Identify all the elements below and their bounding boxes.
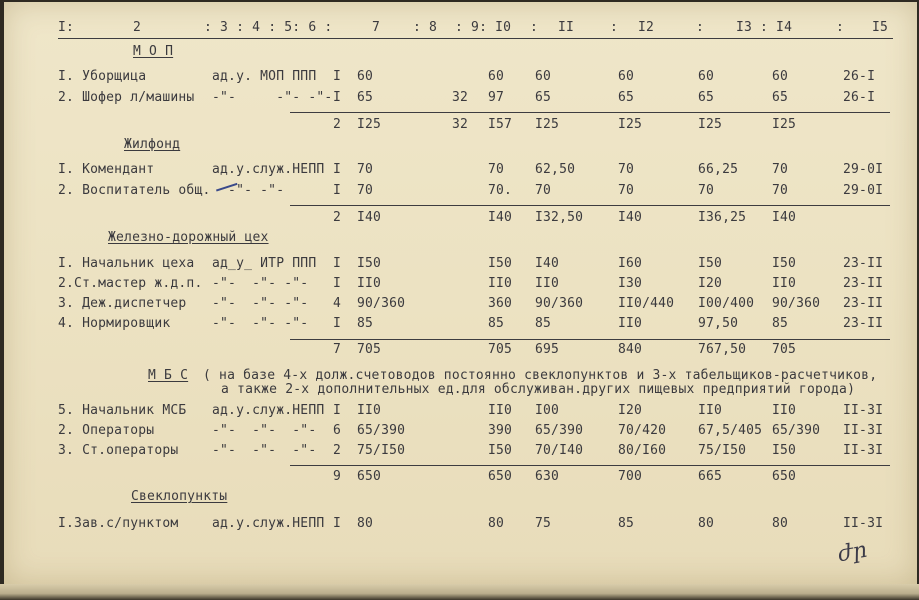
row-title: 2. Операторы xyxy=(58,423,155,438)
row-c13: I20 xyxy=(698,276,723,291)
total-c13: I25 xyxy=(698,117,723,132)
page-edge xyxy=(0,584,919,600)
total-c13: 767,50 xyxy=(698,342,747,357)
row-c12: 70 xyxy=(618,162,635,177)
row-c13: I50 xyxy=(698,256,723,271)
row-c15: II-3I xyxy=(843,403,884,418)
row-c12: 80/I60 xyxy=(618,443,667,458)
row-title: I. Уборщица xyxy=(58,69,147,84)
row-c11: 85 xyxy=(535,316,552,331)
total-c7: 650 xyxy=(357,469,382,484)
header-cell: : xyxy=(610,20,619,35)
row-c13: II0 xyxy=(698,403,723,418)
header-cell: I5 xyxy=(872,20,889,35)
row-c6: I xyxy=(333,69,342,84)
row-c11: 90/360 xyxy=(535,296,584,311)
row-c6: 2 xyxy=(333,443,342,458)
row-c11: 62,50 xyxy=(535,162,576,177)
row-c12: II0 xyxy=(618,316,643,331)
row-c7: 70 xyxy=(357,162,374,177)
row-title: 2. Шофер л/машины xyxy=(58,90,195,105)
row-c15: 23-II xyxy=(843,256,884,271)
section-title: М О П xyxy=(133,44,174,59)
header-cell: II xyxy=(558,20,575,35)
header-rule xyxy=(58,38,893,39)
total-c11: I32,50 xyxy=(535,210,584,225)
header-cell: : 9: I0 xyxy=(455,20,512,35)
row-c6: I xyxy=(333,162,342,177)
row-c6: I xyxy=(333,90,342,105)
row-c6: 6 xyxy=(333,423,342,438)
row-c11: I40 xyxy=(535,256,560,271)
row-c12: I30 xyxy=(618,276,643,291)
header-cell: I3 xyxy=(736,20,753,35)
row-c9: II0 xyxy=(488,276,513,291)
row-c6: I xyxy=(333,516,342,531)
header-cell: I2 xyxy=(638,20,655,35)
row-c15: 23-II xyxy=(843,296,884,311)
row-c9: 70. xyxy=(488,183,513,198)
section-title: Свеклопункты xyxy=(131,489,228,504)
row-c15: 26-I xyxy=(843,90,876,105)
row-unit: -"- -"- -"- xyxy=(212,316,309,331)
row-c11: 65/390 xyxy=(535,423,584,438)
total-c6: 2 xyxy=(333,117,342,132)
row-unit: -"- -"- -"- xyxy=(212,276,309,291)
row-c13: 97,50 xyxy=(698,316,739,331)
total-c11: 695 xyxy=(535,342,560,357)
total-c14: 650 xyxy=(772,469,797,484)
row-c14: II0 xyxy=(772,403,797,418)
row-c7: 75/I50 xyxy=(357,443,406,458)
row-c12: 70 xyxy=(618,183,635,198)
row-unit: -"- -"- -"- xyxy=(212,423,317,438)
total-c6: 9 xyxy=(333,469,342,484)
row-c14: 85 xyxy=(772,316,789,331)
row-c15: II-3I xyxy=(843,423,884,438)
total-rule xyxy=(290,112,890,113)
row-c12: I20 xyxy=(618,403,643,418)
row-c11: 60 xyxy=(535,69,552,84)
row-c6: I xyxy=(333,316,342,331)
row-unit: -"- -"- -"- xyxy=(212,90,333,105)
total-c11: I25 xyxy=(535,117,560,132)
row-unit: ад.у.служ.НЕПП xyxy=(212,516,325,531)
total-c7: I25 xyxy=(357,117,382,132)
row-title: 2. Воспитатель общ. xyxy=(58,183,211,198)
row-c13: 66,25 xyxy=(698,162,739,177)
total-c13: I36,25 xyxy=(698,210,747,225)
row-unit: ад.у.служ.НЕПП xyxy=(212,162,325,177)
row-c13: I00/400 xyxy=(698,296,755,311)
row-c9: I50 xyxy=(488,256,513,271)
row-unit: ад.у.служ.НЕПП xyxy=(212,403,325,418)
total-c9: 650 xyxy=(488,469,513,484)
row-c12: 85 xyxy=(618,516,635,531)
row-c7: 65/390 xyxy=(357,423,406,438)
row-c9: 70 xyxy=(488,162,505,177)
row-c14: 90/360 xyxy=(772,296,821,311)
row-c12: 70/420 xyxy=(618,423,667,438)
row-c15: II-3I xyxy=(843,516,884,531)
total-c14: I25 xyxy=(772,117,797,132)
row-title: 3. Деж.диспетчер xyxy=(58,296,187,311)
total-c12: I40 xyxy=(618,210,643,225)
row-c15: II-3I xyxy=(843,443,884,458)
total-c6: 7 xyxy=(333,342,342,357)
row-c9: 390 xyxy=(488,423,513,438)
row-c7: 80 xyxy=(357,516,374,531)
row-c14: 65 xyxy=(772,90,789,105)
row-title: 5. Начальник МСБ xyxy=(58,403,187,418)
row-c11: 70 xyxy=(535,183,552,198)
row-c7: 90/360 xyxy=(357,296,406,311)
row-c6: I xyxy=(333,276,342,291)
row-c14: 80 xyxy=(772,516,789,531)
row-unit: -"- -"- -"- xyxy=(212,296,309,311)
total-c9: I57 xyxy=(488,117,513,132)
row-c12: 65 xyxy=(618,90,635,105)
row-c15: 23-II xyxy=(843,276,884,291)
row-c15: 29-0I xyxy=(843,183,884,198)
row-c8: 32 xyxy=(452,90,469,105)
row-c7: 65 xyxy=(357,90,374,105)
section-note: ( на базе 4-х долж.счетоводов постоянно свеклопунктов и 3-х табельщиков-расчетчиков, xyxy=(203,368,878,383)
row-c7: 85 xyxy=(357,316,374,331)
total-c12: 840 xyxy=(618,342,643,357)
section-note: а также 2-х дополнительных ед.для обслуживан.других пищевых предприятий города) xyxy=(221,382,856,397)
total-c7: 705 xyxy=(357,342,382,357)
header-cell: : xyxy=(836,20,845,35)
row-c13: 65 xyxy=(698,90,715,105)
row-c9: II0 xyxy=(488,403,513,418)
header-cell: 7 xyxy=(372,20,381,35)
row-c11: 75 xyxy=(535,516,552,531)
row-c9: 80 xyxy=(488,516,505,531)
row-unit: -"- -"- xyxy=(212,183,285,198)
row-title: I. Начальник цеха xyxy=(58,256,195,271)
row-c9: I50 xyxy=(488,443,513,458)
total-c12: I25 xyxy=(618,117,643,132)
row-c14: 60 xyxy=(772,69,789,84)
total-c13: 665 xyxy=(698,469,723,484)
total-c14: I40 xyxy=(772,210,797,225)
total-rule xyxy=(290,205,890,206)
row-c15: 23-II xyxy=(843,316,884,331)
row-c6: I xyxy=(333,183,342,198)
header-cell: : 8 xyxy=(413,20,438,35)
header-cell: : I4 xyxy=(760,20,793,35)
total-c9: 705 xyxy=(488,342,513,357)
row-c7: II0 xyxy=(357,276,382,291)
row-c9: 60 xyxy=(488,69,505,84)
header-cell: : xyxy=(696,20,705,35)
row-title: 3. Ст.операторы xyxy=(58,443,179,458)
section-title: Жилфонд xyxy=(124,137,181,152)
row-c15: 29-0I xyxy=(843,162,884,177)
row-c6: 4 xyxy=(333,296,342,311)
row-c13: 75/I50 xyxy=(698,443,747,458)
row-title: 4. Нормировщик xyxy=(58,316,171,331)
row-c14: I50 xyxy=(772,256,797,271)
total-c14: 705 xyxy=(772,342,797,357)
row-c12: 60 xyxy=(618,69,635,84)
row-c14: II0 xyxy=(772,276,797,291)
total-c8: 32 xyxy=(452,117,469,132)
row-c14: I50 xyxy=(772,443,797,458)
row-c6: I xyxy=(333,256,342,271)
row-title: I. Комендант xyxy=(58,162,155,177)
header-cell: : xyxy=(530,20,539,35)
row-c7: 60 xyxy=(357,69,374,84)
header-cell: 2 xyxy=(133,20,142,35)
row-c9: 85 xyxy=(488,316,505,331)
total-rule xyxy=(290,339,890,340)
section-title: Железно-дорожный цех xyxy=(108,230,269,245)
row-c11: 70/I40 xyxy=(535,443,584,458)
total-c6: 2 xyxy=(333,210,342,225)
header-cell: : 3 : 4 : 5: 6 : xyxy=(204,20,333,35)
row-c15: 26-I xyxy=(843,69,876,84)
total-rule xyxy=(290,465,890,466)
handwritten-mark: ժր xyxy=(836,537,869,568)
header-cell: I: xyxy=(58,20,75,35)
row-c9: 360 xyxy=(488,296,513,311)
row-c7: I50 xyxy=(357,256,382,271)
row-c13: 70 xyxy=(698,183,715,198)
row-c7: II0 xyxy=(357,403,382,418)
row-c13: 80 xyxy=(698,516,715,531)
row-unit: ад_у_ ИТР ППП xyxy=(212,256,317,271)
row-c13: 67,5/405 xyxy=(698,423,763,438)
section-title: М Б С xyxy=(148,368,189,383)
row-title: I.Зав.с/пунктом xyxy=(58,516,179,531)
row-c7: 70 xyxy=(357,183,374,198)
row-c14: 65/390 xyxy=(772,423,821,438)
row-c12: I60 xyxy=(618,256,643,271)
total-c9: I40 xyxy=(488,210,513,225)
row-c14: 70 xyxy=(772,162,789,177)
row-c6: I xyxy=(333,403,342,418)
row-title: 2.Ст.мастер ж.д.п. xyxy=(58,276,203,291)
row-c11: II0 xyxy=(535,276,560,291)
row-c9: 97 xyxy=(488,90,505,105)
row-c13: 60 xyxy=(698,69,715,84)
row-c12: II0/440 xyxy=(618,296,675,311)
total-c7: I40 xyxy=(357,210,382,225)
row-c14: 70 xyxy=(772,183,789,198)
row-unit: ад.у. МОП ППП xyxy=(212,69,317,84)
row-unit: -"- -"- -"- xyxy=(212,443,317,458)
row-c11: I00 xyxy=(535,403,560,418)
row-c11: 65 xyxy=(535,90,552,105)
total-c12: 700 xyxy=(618,469,643,484)
total-c11: 630 xyxy=(535,469,560,484)
